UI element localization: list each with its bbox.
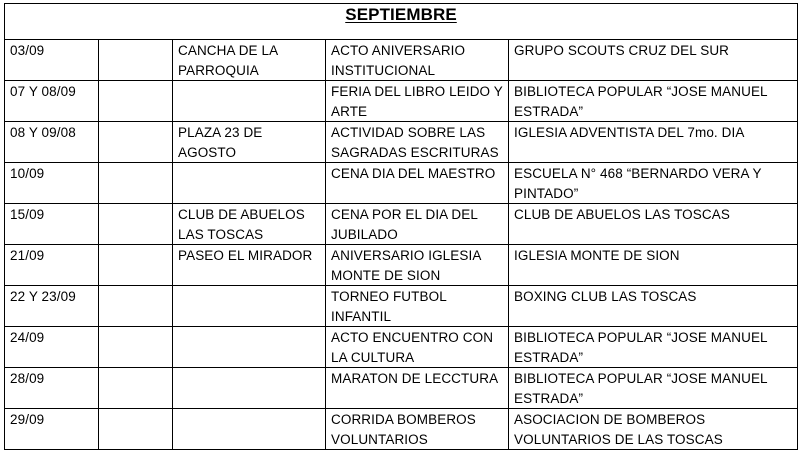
cell-extra: [99, 368, 173, 409]
cell-organizer: ASOCIACION DE BOMBEROS VOLUNTARIOS DE LAS TOSCAS: [509, 409, 798, 450]
cell-extra: [99, 163, 173, 204]
cell-organizer: IGLESIA MONTE DE SION: [509, 245, 798, 286]
cell-date: 08 Y 09/08: [5, 122, 99, 163]
table-row: [5, 204, 798, 245]
cell-date: 24/09: [5, 327, 99, 368]
cell-extra: [99, 327, 173, 368]
cell-place: [173, 409, 326, 450]
month-title: SEPTIEMBRE: [345, 5, 457, 24]
cell-date: 07 Y 08/09: [5, 81, 99, 122]
cell-organizer: CLUB DE ABUELOS LAS TOSCAS: [509, 204, 798, 245]
table-row: [5, 286, 798, 327]
events-body: [5, 40, 798, 450]
cell-organizer: BIBLIOTECA POPULAR “JOSE MANUEL ESTRADA”: [509, 81, 798, 122]
table-row: [5, 122, 798, 163]
cell-extra: [99, 245, 173, 286]
cell-place: [173, 81, 326, 122]
table-row: [5, 40, 798, 81]
cell-place: [173, 286, 326, 327]
cell-place: PLAZA 23 DE AGOSTO: [173, 122, 326, 163]
cell-date: 22 Y 23/09: [5, 286, 99, 327]
cell-event: TORNEO FUTBOL INFANTIL: [326, 286, 509, 327]
cell-date: 29/09: [5, 409, 99, 450]
cell-event: CENA POR EL DIA DEL JUBILADO: [326, 204, 509, 245]
cell-event: MARATON DE LECCTURA: [326, 368, 509, 409]
cell-organizer: ESCUELA N° 468 “BERNARDO VERA Y PINTADO”: [509, 163, 798, 204]
cell-organizer: BIBLIOTECA POPULAR “JOSE MANUEL ESTRADA”: [509, 327, 798, 368]
cell-place: PASEO EL MIRADOR: [173, 245, 326, 286]
cell-date: 28/09: [5, 368, 99, 409]
cell-extra: [99, 81, 173, 122]
cell-extra: [99, 286, 173, 327]
table-row: [5, 327, 798, 368]
cell-place: [173, 327, 326, 368]
cell-extra: [99, 409, 173, 450]
cell-event: ACTIVIDAD SOBRE LAS SAGRADAS ESCRITURAS: [326, 122, 509, 163]
cell-event: ACTO ENCUENTRO CON LA CULTURA: [326, 327, 509, 368]
cell-date: 21/09: [5, 245, 99, 286]
cell-event: ANIVERSARIO IGLESIA MONTE DE SION: [326, 245, 509, 286]
cell-event: CENA DIA DEL MAESTRO: [326, 163, 509, 204]
cell-extra: [99, 204, 173, 245]
cell-event: ACTO ANIVERSARIO INSTITUCIONAL: [326, 40, 509, 81]
table-row: [5, 245, 798, 286]
cell-event: FERIA DEL LIBRO LEIDO Y ARTE: [326, 81, 509, 122]
cell-organizer: BOXING CLUB LAS TOSCAS: [509, 286, 798, 327]
cell-organizer: IGLESIA ADVENTISTA DEL 7mo. DIA: [509, 122, 798, 163]
cell-date: 15/09: [5, 204, 99, 245]
cell-place: CANCHA DE LA PARROQUIA: [173, 40, 326, 81]
cell-event: CORRIDA BOMBEROS VOLUNTARIOS: [326, 409, 509, 450]
title-row: [5, 4, 798, 40]
cell-extra: [99, 40, 173, 81]
cell-organizer: GRUPO SCOUTS CRUZ DEL SUR: [509, 40, 798, 81]
cell-place: [173, 163, 326, 204]
cell-date: 10/09: [5, 163, 99, 204]
cell-place: CLUB DE ABUELOS LAS TOSCAS: [173, 204, 326, 245]
events-table: [4, 3, 798, 450]
cell-extra: [99, 122, 173, 163]
table-row: [5, 81, 798, 122]
cell-organizer: BIBLIOTECA POPULAR “JOSE MANUEL ESTRADA”: [509, 368, 798, 409]
cell-date: 03/09: [5, 40, 99, 81]
table-row: [5, 163, 798, 204]
title-cell: [5, 4, 798, 40]
calendar-sheet: [4, 3, 797, 450]
table-row: [5, 409, 798, 450]
cell-place: [173, 368, 326, 409]
table-row: [5, 368, 798, 409]
